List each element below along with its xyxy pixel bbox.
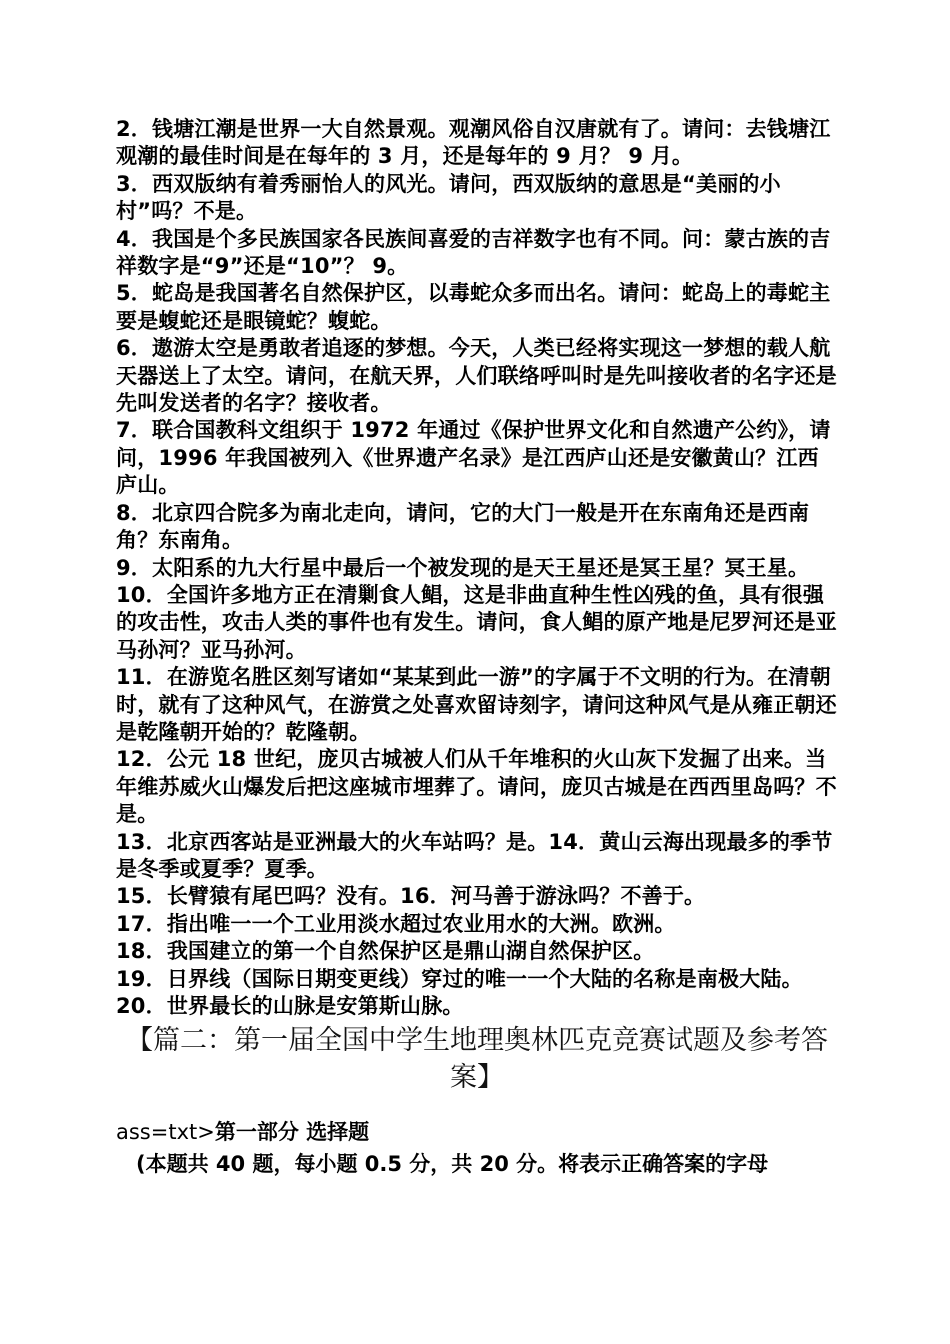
document-page (116, 116, 838, 1178)
question-6: 6．遨游太空是勇敢者追逐的梦想。今天，人类已经将实现这一梦想的载人航天器送上了太空。请问，在航天界，人们联络呼叫时是先叫接收者的名字还是先叫发送者的名字？接收者。 (116, 336, 837, 416)
question-3: 3．西双版纳有着秀丽怡人的风光。请问，西双版纳的意思是“美丽的小村”吗？不是。 (116, 171, 781, 224)
question-4: 4．我国是个多民族国家各民族间喜爱的吉祥数字也有不同。问：蒙古族的吉祥数字是“9”还是“10”？ 9。 (116, 226, 831, 279)
question-20: 20．世界最长的山脉是安第斯山脉。 (116, 994, 464, 1018)
question-9: 9．太阳系的九大行星中最后一个被发现的是天王星还是冥王星？冥王星。 (116, 555, 810, 580)
section-heading: 【篇二：第一届全国中学生地理奥林匹克竞赛试题及参考答案】 (126, 1025, 828, 1094)
instruction-note: (本题共 40 题，每小题 0.5 分，共 20 分。将表示正确答案的字母 (136, 1152, 769, 1177)
question-18: 18．我国建立的第一个自然保护区是鼎山湖自然保护区。 (116, 939, 655, 964)
part-title: 第一部分 选择题 (214, 1120, 370, 1145)
question-2: 2．钱塘江潮是世界一大自然景观。观潮风俗自汉唐就有了。请问：去钱塘江观潮的最佳时间是在每年的 3 月，还是每年的 9 月？ 9 月。 (116, 117, 831, 169)
question-7: 7．联合国教科文组织于 1972 年通过《保护世界文化和自然遗产公约》，请问，1996 年我国被列入《世界遗产名录》是江西庐山还是安徽黄山？江西庐山。 (116, 418, 831, 498)
question-8: 8．北京四合院多为南北走向，请问，它的大门一般是开在东南角还是西南角？东南角。 (116, 500, 810, 553)
question-15-16: 15．长臂猿有尾巴吗？没有。16．河马善于游泳吗？不善于。 (116, 884, 706, 909)
question-10: 10．全国许多地方正在清剿食人鲳，这是非曲直种生性凶残的鱼，具有很强的攻击性，攻击人类的事件也有发生。请问，食人鲳的原产地是尼罗河还是亚马孙河？亚马孙河。 (116, 582, 837, 662)
question-5: 5．蛇岛是我国著名自然保护区，以毒蛇众多而出名。请问：蛇岛上的毒蛇主要是蝮蛇还是眼镜蛇？蝮蛇。 (116, 281, 831, 333)
question-11: 11．在游览名胜区刻写诸如“某某到此一游”的字属于不文明的行为。在清朝时，就有了这种风气，在游赏之处喜欢留诗刻字，请问这种风气是从雍正朝还是乾隆朝开始的？乾隆朝。 (116, 665, 837, 744)
part-title-line (116, 1118, 838, 1146)
question-13-14: 13．北京西客站是亚洲最大的火车站吗？是。14．黄山云海出现最多的季节是冬季或夏季？夏季。 (116, 829, 833, 881)
html-fragment-prefix: ass=txt> (116, 1120, 215, 1145)
question-19: 19．日界线（国际日期变更线）穿过的唯一一个大陆的名称是南极大陆。 (116, 966, 803, 991)
question-12: 12．公元 18 世纪，庞贝古城被人们从千年堆积的火山灰下发掘了出来。当年维苏威火山爆发后把这座城市埋葬了。请问，庞贝古城是在西西里岛吗？不是。 (116, 747, 837, 827)
question-17: 17．指出唯一一个工业用淡水超过农业用水的大洲。欧洲。 (116, 911, 676, 936)
